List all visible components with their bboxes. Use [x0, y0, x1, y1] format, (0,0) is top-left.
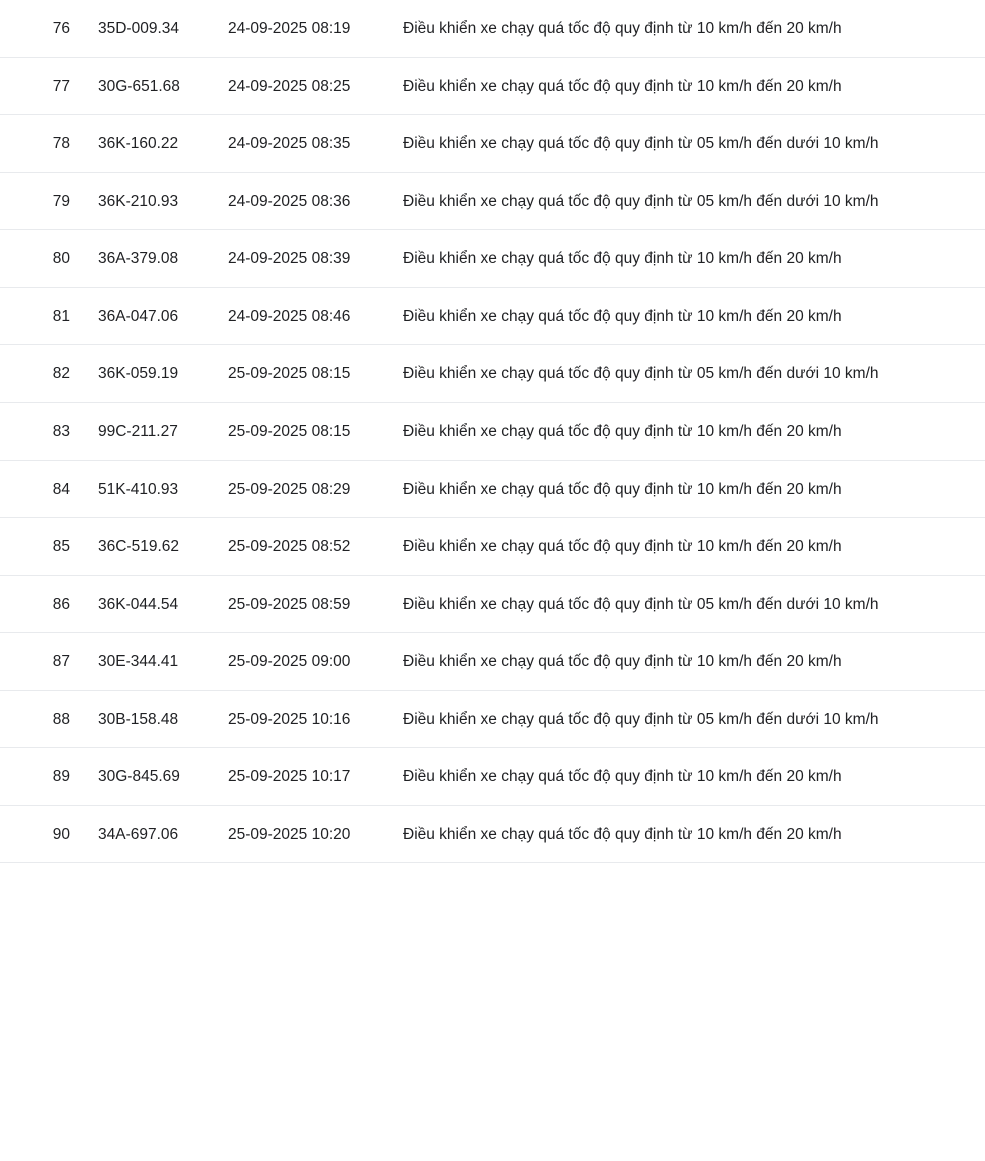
- table-row: [0, 345, 985, 403]
- row-violation-time: 24-09-2025 08:19: [228, 20, 351, 37]
- table-row: [0, 748, 985, 806]
- row-violation-time: 25-09-2025 10:16: [228, 710, 351, 728]
- table-row: [0, 575, 985, 633]
- row-plate-number: 51K-410.93: [98, 480, 179, 498]
- row-violation-description: Điều khiển xe chạy quá tốc độ quy định từ 05 km/h đến dưới 10 km/h: [403, 710, 879, 728]
- row-violation-description: Điều khiển xe chạy quá tốc độ quy định từ 10 km/h đến 20 km/h: [403, 422, 842, 440]
- row-plate-number: 99C-211.27: [98, 422, 178, 440]
- row-violation-description: Điều khiển xe chạy quá tốc độ quy định từ 05 km/h đến dưới 10 km/h: [403, 192, 879, 210]
- row-violation-time: 25-09-2025 08:15: [228, 365, 351, 383]
- row-plate-number: 36K-210.93: [98, 192, 179, 210]
- row-violation-description: Điều khiển xe chạy quá tốc độ quy định từ 10 km/h đến 20 km/h: [403, 480, 842, 498]
- row-violation-description: Điều khiển xe chạy quá tốc độ quy định từ 10 km/h đến 20 km/h: [403, 653, 842, 671]
- row-plate-number: 36K-160.22: [98, 135, 179, 153]
- row-plate-number: 34A-697.06: [98, 825, 179, 843]
- row-violation-description: Điều khiển xe chạy quá tốc độ quy định từ 10 km/h đến 20 km/h: [403, 250, 842, 268]
- row-index: 85: [52, 538, 70, 556]
- row-index: 83: [52, 422, 70, 440]
- row-violation-time: 25-09-2025 08:29: [228, 480, 351, 498]
- row-violation-description: Điều khiển xe chạy quá tốc độ quy định từ 10 km/h đến 20 km/h: [403, 20, 842, 37]
- row-plate-number: 30B-158.48: [98, 710, 179, 728]
- row-violation-time: 24-09-2025 08:36: [228, 192, 351, 210]
- table-row: [0, 518, 985, 576]
- table-row: [0, 805, 985, 863]
- row-violation-description: Điều khiển xe chạy quá tốc độ quy định từ 10 km/h đến 20 km/h: [403, 768, 842, 786]
- row-index: 82: [52, 365, 70, 383]
- row-violation-time: 25-09-2025 08:52: [228, 538, 351, 556]
- row-plate-number: 36C-519.62: [98, 538, 180, 556]
- row-index: 76: [52, 20, 70, 37]
- row-violation-description: Điều khiển xe chạy quá tốc độ quy định từ 05 km/h đến dưới 10 km/h: [403, 365, 879, 383]
- table-row: [0, 57, 985, 115]
- row-index: 84: [52, 480, 70, 498]
- row-violation-description: Điều khiển xe chạy quá tốc độ quy định từ 05 km/h đến dưới 10 km/h: [403, 595, 879, 613]
- row-violation-time: 25-09-2025 10:17: [228, 768, 351, 786]
- table-row: [0, 633, 985, 691]
- row-violation-description: Điều khiển xe chạy quá tốc độ quy định từ 10 km/h đến 20 km/h: [403, 307, 842, 325]
- table-row: [0, 287, 985, 345]
- row-violation-time: 25-09-2025 08:59: [228, 595, 351, 613]
- table-row: [0, 172, 985, 230]
- row-violation-description: Điều khiển xe chạy quá tốc độ quy định từ 10 km/h đến 20 km/h: [403, 825, 842, 843]
- row-plate-number: 30E-344.41: [98, 653, 179, 671]
- row-plate-number: 36K-059.19: [98, 365, 179, 383]
- row-index: 86: [52, 595, 70, 613]
- row-violation-time: 24-09-2025 08:35: [228, 135, 351, 153]
- row-index: 79: [52, 192, 70, 210]
- row-index: 81: [52, 307, 70, 325]
- row-violation-time: 25-09-2025 09:00: [228, 653, 351, 671]
- row-plate-number: 30G-845.69: [98, 768, 180, 786]
- row-plate-number: 36K-044.54: [98, 595, 179, 613]
- row-violation-time: 25-09-2025 10:20: [228, 825, 351, 843]
- row-plate-number: 35D-009.34: [98, 20, 180, 37]
- row-violation-description: Điều khiển xe chạy quá tốc độ quy định từ 10 km/h đến 20 km/h: [403, 538, 842, 556]
- row-index: 89: [52, 768, 70, 786]
- row-index: 80: [52, 250, 70, 268]
- row-violation-time: 24-09-2025 08:46: [228, 307, 351, 325]
- table-row: [0, 0, 985, 57]
- row-index: 77: [52, 77, 70, 95]
- row-index: 87: [52, 653, 70, 671]
- row-plate-number: 36A-047.06: [98, 307, 179, 325]
- row-violation-time: 24-09-2025 08:25: [228, 77, 351, 95]
- row-index: 78: [52, 135, 70, 153]
- row-index: 90: [52, 825, 70, 843]
- row-violation-time: 25-09-2025 08:15: [228, 422, 351, 440]
- row-violation-time: 24-09-2025 08:39: [228, 250, 351, 268]
- row-plate-number: 30G-651.68: [98, 77, 180, 95]
- table-row: [0, 402, 985, 460]
- table-row: [0, 690, 985, 748]
- table-row: [0, 230, 985, 288]
- row-plate-number: 36A-379.08: [98, 250, 179, 268]
- table-row: [0, 460, 985, 518]
- row-violation-description: Điều khiển xe chạy quá tốc độ quy định từ 05 km/h đến dưới 10 km/h: [403, 135, 879, 153]
- row-violation-description: Điều khiển xe chạy quá tốc độ quy định từ 10 km/h đến 20 km/h: [403, 77, 842, 95]
- table-row: [0, 115, 985, 173]
- row-index: 88: [52, 710, 70, 728]
